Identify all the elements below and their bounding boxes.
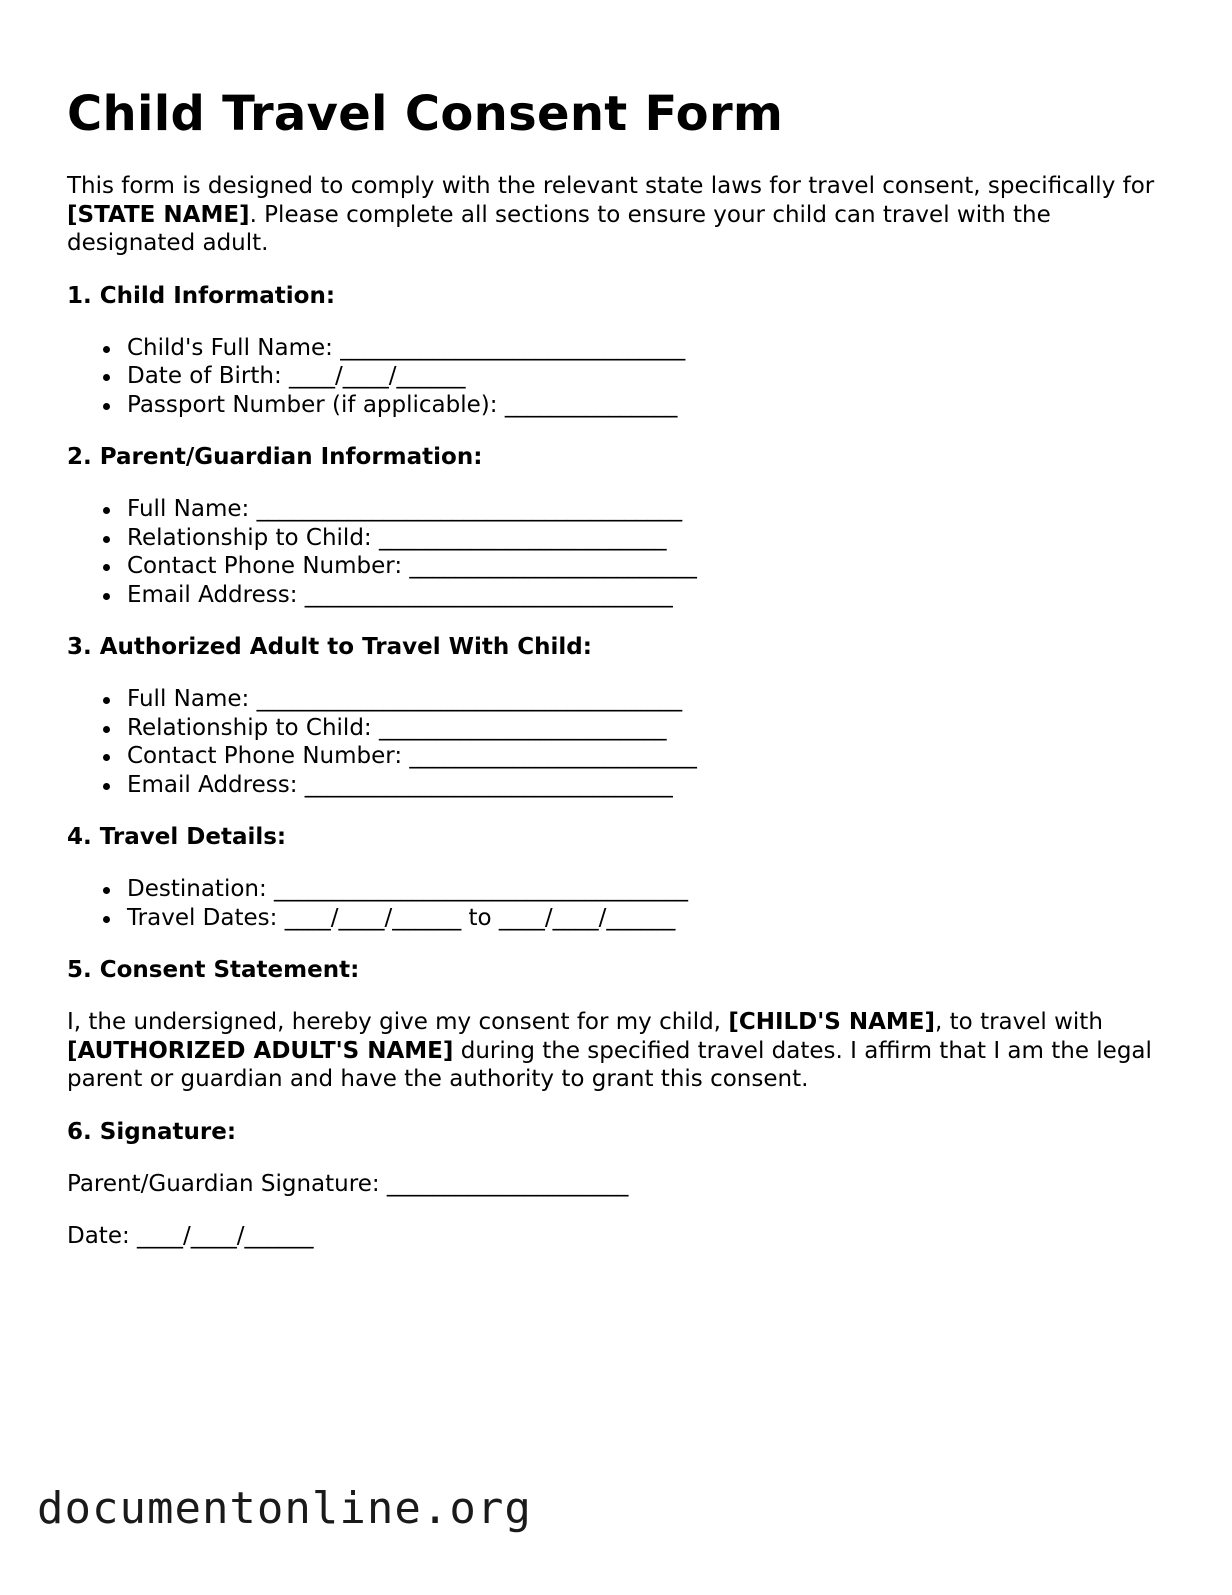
adult-phone-field[interactable]: _________________________ [409,743,697,769]
travel-details-list [67,875,1167,932]
signature-date-label: Date: [67,1222,138,1249]
passport-number-label: Passport Number (if applicable): [127,391,505,418]
list-item [127,714,1167,743]
list-item [127,875,1167,904]
travel-dates-label: Travel Dates: [127,904,285,931]
signature-label: Parent/Guardian Signature: [67,1170,387,1197]
parent-email-field[interactable]: ________________________________ [304,581,673,608]
signature-date-field[interactable]: ____/____/______ [137,1222,314,1249]
intro-paragraph [67,172,1167,258]
child-information-list [67,334,1167,420]
adult-email-label: Email Address: [127,771,305,798]
intro-text-end: . Please complete all sections to ensure your child can travel with the designated adult. [67,201,1051,256]
list-item [127,334,1167,363]
list-item [127,495,1167,524]
list-item [127,362,1167,391]
parent-full-name-label: Full Name: [127,496,257,522]
destination-label: Destination: [127,876,275,902]
consent-statement-paragraph [67,1008,1167,1094]
adult-phone-label: Contact Phone Number: [127,743,410,769]
adult-relationship-field[interactable]: _________________________ [378,714,667,741]
state-name-placeholder: [STATE NAME] [67,201,250,228]
section-parent-guardian-title: 2. Parent/Guardian Information: [67,444,483,470]
parent-phone-label: Contact Phone Number: [127,553,410,579]
intro-text-start: This form is designed to comply with the relevant state laws for travel consent, specifically for [67,173,1155,199]
section-child-information-title: 1. Child Information: [67,282,336,309]
list-item [127,685,1167,714]
parent-guardian-list [67,495,1167,609]
section-authorized-adult-title: 3. Authorized Adult to Travel With Child: [67,634,592,660]
watermark: documentonline.org [37,1483,532,1534]
parent-full-name-field[interactable]: _____________________________________ [256,496,683,522]
passport-number-field[interactable]: _______________ [504,391,678,418]
signature-field[interactable]: _____________________ [386,1170,629,1197]
child-full-name-field[interactable]: ______________________________ [340,334,686,361]
authorized-adult-list [67,685,1167,799]
list-item [127,742,1167,771]
list-item [127,552,1167,581]
section-consent-statement-title: 5. Consent Statement: [67,957,360,983]
adult-full-name-field[interactable]: _____________________________________ [256,686,683,712]
date-of-birth-field[interactable]: ____/____/______ [289,363,466,389]
list-item [127,771,1167,800]
parent-relationship-field[interactable]: _________________________ [378,524,667,551]
list-item [127,904,1167,933]
consent-text-2: , to travel with [935,1009,1103,1035]
adult-email-field[interactable]: ________________________________ [304,771,673,798]
child-full-name-label: Child's Full Name: [127,334,341,361]
destination-field[interactable]: ____________________________________ [274,876,689,902]
parent-phone-field[interactable]: _________________________ [409,553,697,579]
parent-relationship-label: Relationship to Child: [127,524,379,551]
signature-row [67,1170,1167,1198]
child-name-placeholder: [CHILD'S NAME] [728,1009,936,1035]
signature-date-row [67,1222,1167,1250]
form-page [67,84,1167,1250]
list-item [127,581,1167,610]
date-of-birth-label: Date of Birth: [127,363,290,389]
adult-relationship-label: Relationship to Child: [127,714,379,741]
parent-email-label: Email Address: [127,581,305,608]
page-title: Child Travel Consent Form [67,86,784,142]
list-item [127,524,1167,553]
consent-text-1: I, the undersigned, hereby give my consent for my child, [67,1009,729,1035]
authorized-adult-name-placeholder: [AUTHORIZED ADULT'S NAME] [67,1037,454,1064]
travel-dates-field[interactable]: ____/____/______ to ____/____/______ [284,904,676,931]
consent-text-3: during the specified travel dates. I affirm that I am the legal parent or guardian and have the authority to grant this consent. [67,1037,1152,1092]
section-signature-title: 6. Signature: [67,1118,237,1145]
list-item [127,391,1167,420]
adult-full-name-label: Full Name: [127,686,257,712]
section-travel-details-title: 4. Travel Details: [67,824,287,850]
